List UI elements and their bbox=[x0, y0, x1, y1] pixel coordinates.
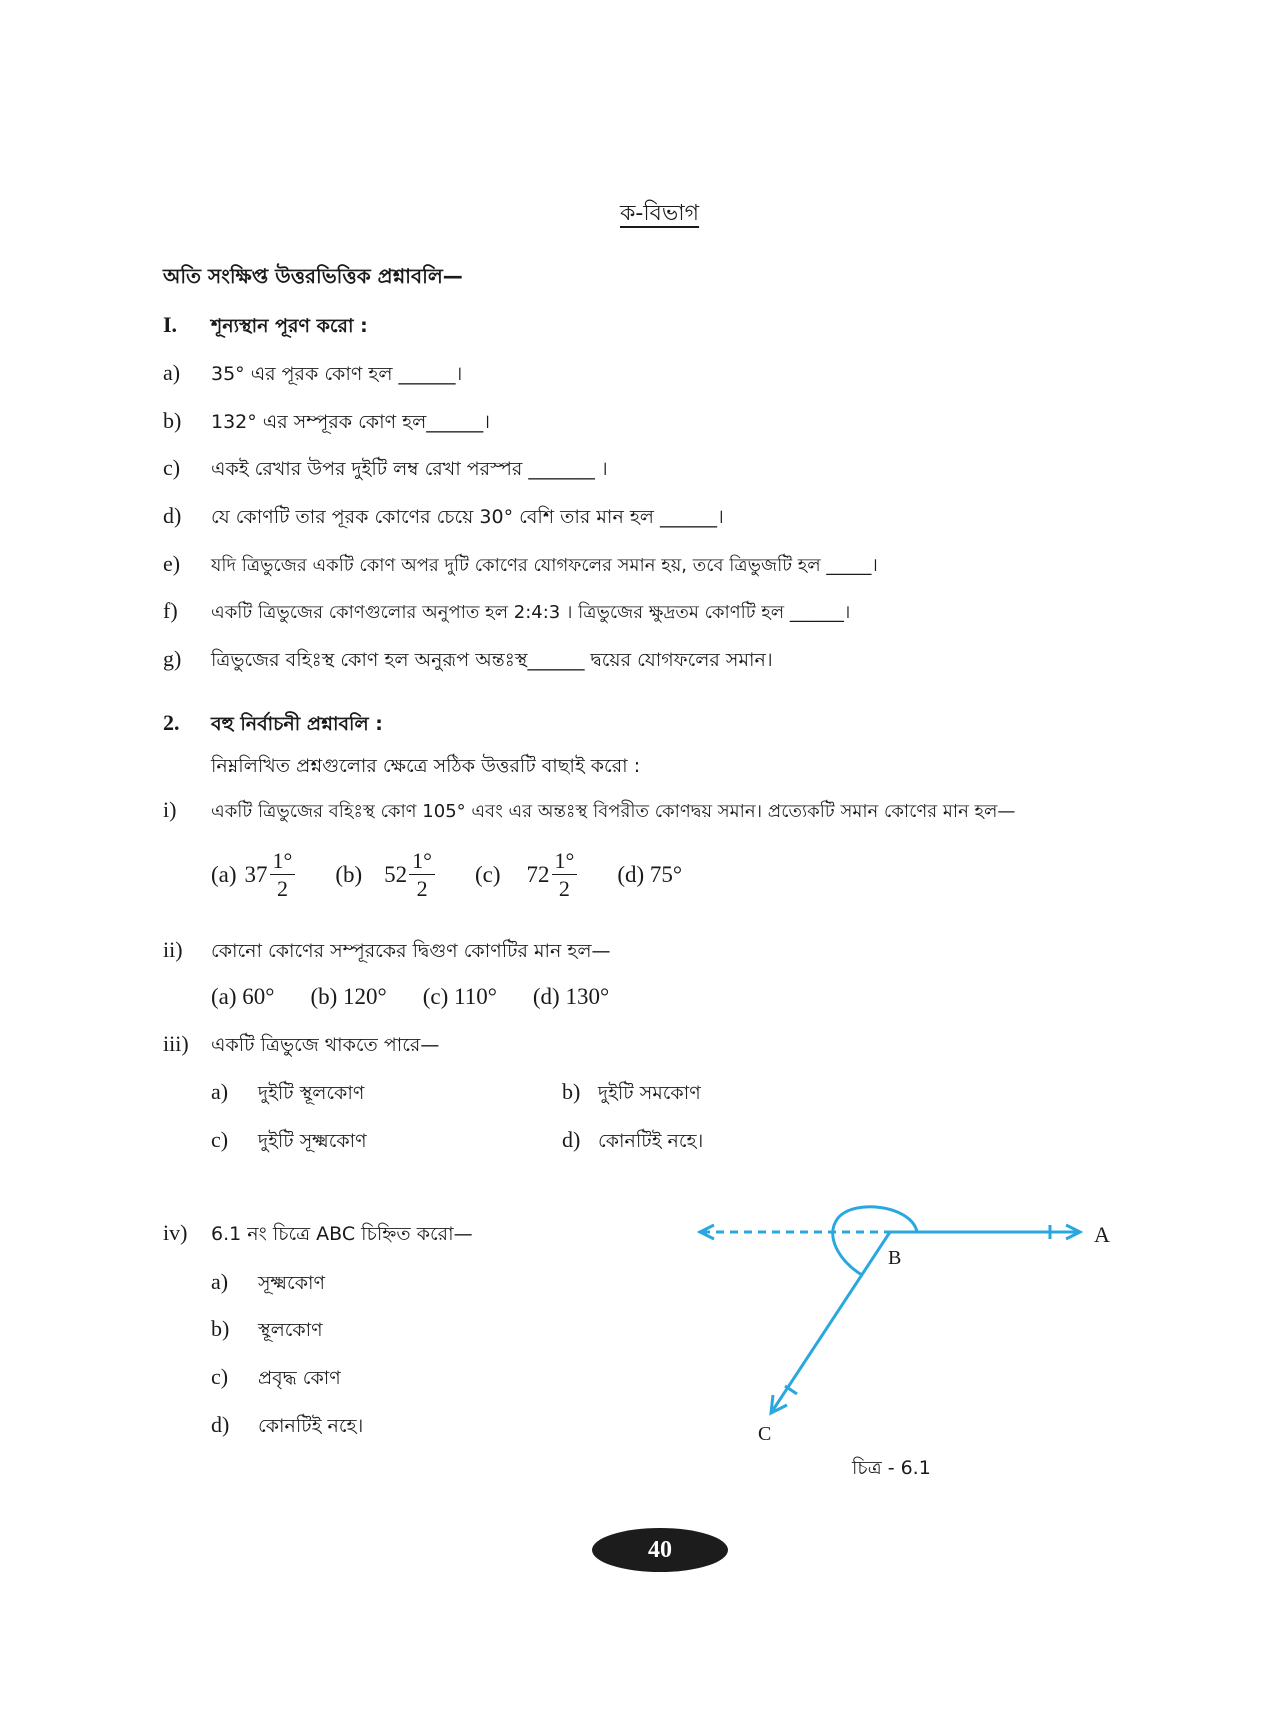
point-b-label: B bbox=[888, 1247, 902, 1269]
option-text[interactable]: দুইটি সমকোণ bbox=[598, 1082, 701, 1104]
option-b[interactable]: (b) 120° bbox=[310, 984, 387, 1009]
question-label: iv) bbox=[163, 1220, 188, 1245]
option-text[interactable]: দুইটি স্থূলকোণ bbox=[258, 1082, 365, 1104]
page-number-badge bbox=[592, 1528, 728, 1572]
option-c[interactable]: (c) 72 $\frac{1^\circ}{2}$ bbox=[475, 850, 577, 900]
exercise-heading: অতি সংক্ষিপ্ত উত্তরভিত্তিক প্রশ্নাবলি— bbox=[163, 264, 463, 288]
option-label: c) bbox=[211, 1127, 229, 1152]
option-c[interactable]: (c) 110° bbox=[422, 984, 497, 1009]
fraction: $\frac{1^\circ}{2}$ bbox=[552, 850, 578, 900]
part2-instruction: নিম্নলিখিত প্রশ্নগুলোর ক্ষেত্রে সঠিক উত্তরটি বাছাই করো : bbox=[211, 755, 641, 777]
option-text[interactable]: প্রবৃদ্ধ কোণ bbox=[258, 1367, 341, 1389]
item-text: যে কোণটি তার পূরক কোণের চেয়ে 30° বেশি তার মান হল ______। bbox=[211, 506, 724, 528]
part2-title: বহু নির্বাচনী প্রশ্নাবলি : bbox=[211, 713, 383, 735]
question-label: iii) bbox=[163, 1031, 189, 1056]
option-label: b) bbox=[211, 1316, 230, 1341]
option-a[interactable]: (a) 37 $\frac{1^\circ}{2}$ bbox=[211, 850, 295, 900]
fraction: $\frac{1^\circ}{2}$ bbox=[270, 850, 296, 900]
question-text: একটি ত্রিভুজের বহিঃস্থ কোণ 105° এবং এর অন্তঃস্থ বিপরীত কোণদ্বয় সমান। প্রত্যেকটি সমান কোণের মান হল— bbox=[211, 801, 1016, 822]
ray-bc bbox=[773, 1232, 890, 1410]
option-a[interactable]: (a) 60° bbox=[211, 984, 275, 1009]
option-label: d) bbox=[562, 1127, 581, 1152]
q1-options bbox=[211, 850, 682, 900]
question-label: ii) bbox=[163, 937, 183, 962]
option-label: d) bbox=[211, 1412, 230, 1437]
option-label: c) bbox=[211, 1364, 229, 1389]
option-d[interactable]: (d) 130° bbox=[532, 984, 610, 1009]
item-label: e) bbox=[163, 551, 181, 576]
item-text: ত্রিভুজের বহিঃস্থ কোণ হল অনুরূপ অন্তঃস্থ______ দ্বয়ের যোগফলের সমান। bbox=[211, 649, 773, 671]
option-label: a) bbox=[211, 1269, 229, 1294]
question-text: একটি ত্রিভুজে থাকতে পারে— bbox=[211, 1034, 440, 1056]
option-label: b) bbox=[562, 1079, 581, 1104]
question-text: কোনো কোণের সম্পূরকের দ্বিগুণ কোণটির মান হল— bbox=[211, 940, 611, 962]
question-text: 6.1 নং চিত্রে ABC চিহ্নিত করো— bbox=[211, 1223, 473, 1245]
item-label: a) bbox=[163, 360, 181, 385]
figure-6-1 bbox=[690, 1200, 1130, 1460]
part1-number: I. bbox=[163, 312, 178, 337]
reflex-angle-arc bbox=[833, 1207, 917, 1275]
item-text: 35° এর পূরক কোণ হল ______। bbox=[211, 363, 463, 385]
option-text[interactable]: স্থূলকোণ bbox=[258, 1319, 323, 1341]
item-label: c) bbox=[163, 455, 181, 480]
item-text: 132° এর সম্পূরক কোণ হল______। bbox=[211, 411, 491, 433]
item-label: d) bbox=[163, 503, 182, 528]
figure-caption: চিত্র - 6.1 bbox=[852, 1457, 931, 1479]
page-number: 40 bbox=[648, 1536, 672, 1563]
point-a-label: A bbox=[1094, 1222, 1110, 1247]
item-text: একই রেখার উপর দুইটি লম্ব রেখা পরস্পর _______ । bbox=[211, 458, 608, 480]
option-text[interactable]: সূক্ষ্মকোণ bbox=[258, 1272, 325, 1294]
item-label: f) bbox=[163, 598, 178, 623]
item-label: g) bbox=[163, 646, 182, 671]
part1-title: শূন্যস্থান পূরণ করো : bbox=[211, 315, 368, 337]
option-d[interactable]: (d) 75° bbox=[617, 862, 683, 887]
option-label: a) bbox=[211, 1079, 229, 1104]
question-label: i) bbox=[163, 797, 177, 822]
option-text[interactable]: দুইটি সূক্ষ্মকোণ bbox=[258, 1130, 367, 1152]
q2-options bbox=[211, 984, 609, 1010]
item-label: b) bbox=[163, 408, 182, 433]
option-text[interactable]: কোনটিই নহে। bbox=[598, 1130, 704, 1152]
arrow-c bbox=[771, 1395, 787, 1413]
point-c-label: C bbox=[758, 1423, 772, 1445]
fraction: $\frac{1^\circ}{2}$ bbox=[409, 850, 435, 900]
option-text[interactable]: কোনটিই নহে। bbox=[258, 1415, 364, 1437]
option-b[interactable]: (b) 52 $\frac{1^\circ}{2}$ bbox=[335, 850, 435, 900]
item-text: যদি ত্রিভুজের একটি কোণ অপর দুটি কোণের যোগফলের সমান হয়, তবে ত্রিভুজটি হল _____। bbox=[211, 555, 878, 576]
part2-number: 2. bbox=[163, 710, 180, 735]
section-title: ক-বিভাগ bbox=[620, 201, 700, 226]
item-text: একটি ত্রিভুজের কোণগুলোর অনুপাত হল 2:4:3 । ত্রিভুজের ক্ষুদ্রতম কোণটি হল ______। bbox=[211, 602, 851, 623]
